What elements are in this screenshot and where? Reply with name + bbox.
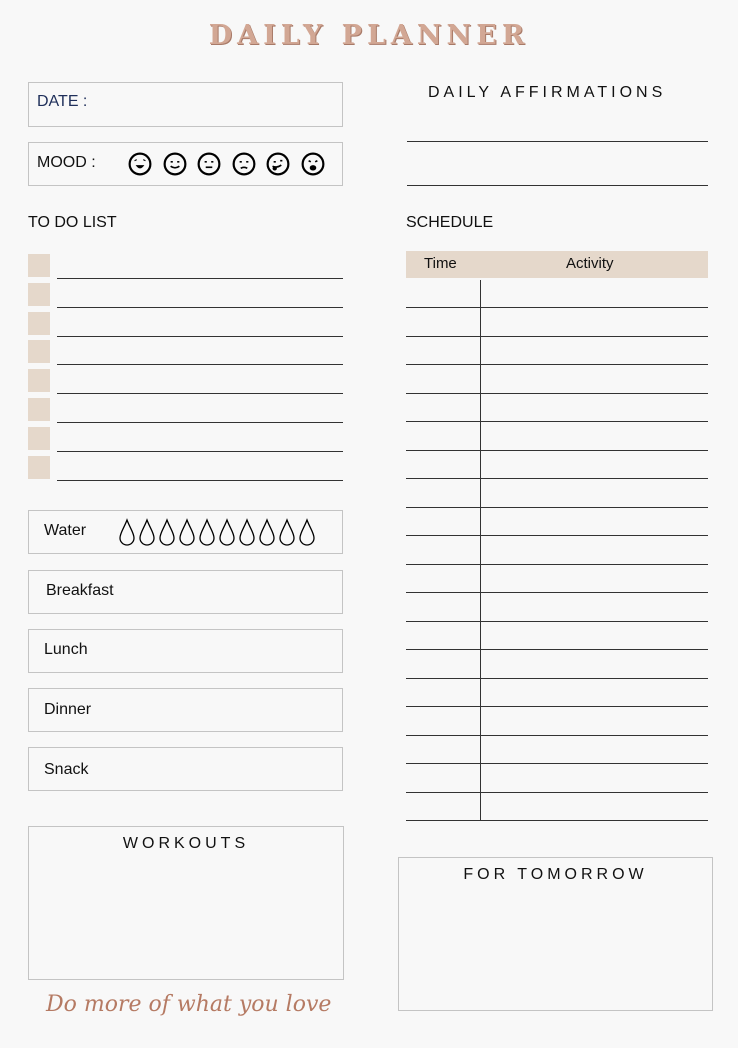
todo-checkbox[interactable] — [28, 369, 50, 392]
schedule-row-line[interactable] — [406, 706, 708, 707]
schedule-row-line[interactable] — [406, 450, 708, 451]
todo-line[interactable] — [57, 422, 343, 423]
schedule-row-line[interactable] — [406, 507, 708, 508]
mood-sad-icon[interactable] — [232, 152, 256, 176]
todo-heading: TO DO LIST — [28, 214, 117, 231]
mood-laughing-icon[interactable] — [128, 152, 152, 176]
activity-header: Activity — [566, 255, 614, 272]
todo-line[interactable] — [57, 364, 343, 365]
breakfast-label: Breakfast — [46, 582, 114, 599]
schedule-row-line[interactable] — [406, 564, 708, 565]
schedule-row-line[interactable] — [406, 307, 708, 308]
todo-line[interactable] — [57, 480, 343, 481]
schedule-row-line[interactable] — [406, 535, 708, 536]
dinner-label: Dinner — [44, 701, 92, 718]
schedule-heading: SCHEDULE — [406, 214, 494, 231]
tomorrow-box[interactable] — [398, 857, 713, 1011]
schedule-row-line[interactable] — [406, 421, 708, 422]
water-drop-icon[interactable] — [218, 518, 236, 546]
water-drop-icon[interactable] — [158, 518, 176, 546]
todo-line[interactable] — [57, 393, 343, 394]
mood-smiling-icon[interactable] — [163, 152, 187, 176]
todo-checkbox[interactable] — [28, 427, 50, 450]
schedule-header — [406, 251, 708, 278]
todo-checkbox[interactable] — [28, 283, 50, 306]
todo-line[interactable] — [57, 451, 343, 452]
todo-line[interactable] — [57, 307, 343, 308]
breakfast-field[interactable] — [28, 570, 343, 614]
affirmation-line[interactable] — [407, 185, 708, 186]
lunch-label: Lunch — [44, 641, 88, 658]
schedule-row-line[interactable] — [406, 649, 708, 650]
water-drop-icon[interactable] — [138, 518, 156, 546]
affirmations-heading: DAILY AFFIRMATIONS — [428, 84, 667, 101]
todo-line[interactable] — [57, 278, 343, 279]
mood-tongue-icon[interactable] — [266, 152, 290, 176]
lunch-field[interactable] — [28, 629, 343, 673]
schedule-row-line[interactable] — [406, 364, 708, 365]
water-drop-icon[interactable] — [238, 518, 256, 546]
todo-checkbox[interactable] — [28, 456, 50, 479]
schedule-row-line[interactable] — [406, 393, 708, 394]
water-label: Water — [44, 522, 87, 539]
todo-checkbox[interactable] — [28, 312, 50, 335]
water-drop-icon[interactable] — [298, 518, 316, 546]
dinner-field[interactable] — [28, 688, 343, 732]
water-drop-icon[interactable] — [258, 518, 276, 546]
date-field[interactable] — [28, 82, 343, 127]
schedule-row-line[interactable] — [406, 792, 708, 793]
schedule-row-line[interactable] — [406, 763, 708, 764]
schedule-row-line[interactable] — [406, 592, 708, 593]
snack-label: Snack — [44, 761, 89, 778]
schedule-row-line[interactable] — [406, 678, 708, 679]
schedule-row-line[interactable] — [406, 478, 708, 479]
snack-field[interactable] — [28, 747, 343, 791]
water-drop-icon[interactable] — [198, 518, 216, 546]
mood-shocked-icon[interactable] — [301, 152, 325, 176]
schedule-row-line[interactable] — [406, 735, 708, 736]
schedule-divider — [480, 280, 481, 820]
schedule-row-line[interactable] — [406, 621, 708, 622]
affirmation-line[interactable] — [407, 141, 708, 142]
todo-checkbox[interactable] — [28, 340, 50, 363]
todo-checkbox[interactable] — [28, 254, 50, 277]
tomorrow-heading: FOR TOMORROW — [463, 866, 648, 883]
date-label: DATE : — [37, 93, 88, 110]
page-title: DAILY PLANNER — [208, 20, 530, 51]
todo-checkbox[interactable] — [28, 398, 50, 421]
water-drop-icon[interactable] — [278, 518, 296, 546]
workouts-box[interactable] — [28, 826, 344, 980]
schedule-row-line[interactable] — [406, 820, 708, 821]
water-tracker — [28, 510, 343, 554]
water-drop-icon[interactable] — [178, 518, 196, 546]
mood-neutral-icon[interactable] — [197, 152, 221, 176]
mood-label: MOOD : — [37, 154, 96, 171]
schedule-row-line[interactable] — [406, 336, 708, 337]
tagline: Do more of what you love — [46, 992, 332, 1017]
water-drop-icon[interactable] — [118, 518, 136, 546]
workouts-heading: WORKOUTS — [122, 835, 250, 852]
todo-line[interactable] — [57, 336, 343, 337]
time-header: Time — [424, 255, 457, 272]
